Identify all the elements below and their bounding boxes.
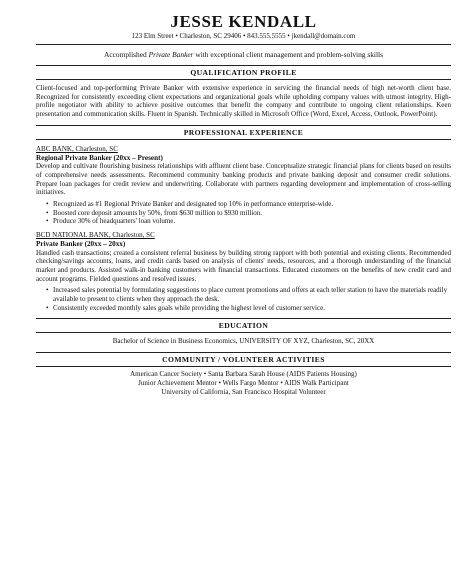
job-description: Handled cash transactions; created a consistent referral business by building strong rapport with both potential and existing clients. Recommended checking/savings accounts, loans, and credit cards based on analysis of clients' needs, resources, and a thorough understanding of the financial market and products. Assisted walk-in banking customers with financial transactions. Educated customers on the benefits of new credit card and account programs. Fielded questions and resolved issues. [36,248,451,283]
achievement-item: • Increased sales potential by formulating suggestions to place current promotions and offers at each teller station to have the materials readily available to present to clients when they approach the desk. [46,286,451,303]
job-achievements [36,286,451,312]
section-heading-experience: PROFESSIONAL EXPERIENCE [36,125,451,140]
job-description: Develop and cultivate flourishing business relationships with affluent client base. Conceptualize strategic financial plans for clients based on results of comprehensive needs assessments. Recommend community banking products and private banking deposit and consumer credit solutions. Prepare loan packages for credit review and underwriting. Collaborate with partners regarding development and implementation of cross-selling initiatives. [36,162,451,197]
header-divider [36,44,451,45]
tagline-pre: Accomplished [104,50,149,59]
achievement-item: • Consistently exceeded monthly sales goals while providing the highest level of customer service. [46,304,451,313]
tagline [36,50,451,59]
education-degree: Bachelor of Science in Business Economics, UNIVERSITY OF XYZ, Charleston, SC, 20XX [112,337,375,346]
achievement-item: • Boosted core deposit amounts by 50%, from $630 million to $930 million. [46,209,451,218]
qualification-text: Client-focused and top-performing Private Banker with extensive experience in servicing the financial needs of high net-worth client base. Recognized for consistently exceeding client expectations and organizational goals while upholding company values with utmost integrity. High-profile negotiator with ability to achieve positive outcomes that benefit the company and contribute to ongoing client relationships. Keen presentation and communication skills. Fluent in Spanish. Technically skilled in Microsoft Office (Word, Excel, Access, Outlook, PowerPoint). [36,84,451,119]
contact-info: 123 Elm Street • Charleston, SC 29406 • 843.555.5555 • jkendall@domain.com [131,32,356,40]
achievement-item: • Produce 30% of headquarters' loan volume. [46,217,451,226]
community-list [36,370,451,396]
community-line: American Cancer Society • Santa Barbara Sarah House (AIDS Patients Housing) [130,370,357,379]
community-line: Junior Achievement Mentor • Wells Fargo Mentor • AIDS Walk Participant [138,378,349,387]
job-title: Private Banker (20xx – 20xx) [36,239,126,248]
candidate-name: JESSE KENDALL [170,12,317,31]
section-heading-education: EDUCATION [36,318,451,333]
job-title: Regional Private Banker (20xx – Present) [36,153,163,162]
community-line: University of California, San Francisco Hospital Volunteer [161,387,326,396]
tagline-post: with exceptional client management and problem-solving skills [193,50,383,59]
tagline-emphasis: Private Banker [148,50,194,59]
job-entry [36,145,451,226]
job-employer: BCD NATIONAL BANK, Charleston, SC [36,231,155,240]
section-heading-qualification: QUALIFICATION PROFILE [36,65,451,80]
achievement-item: • Recognized as #1 Regional Private Banker and designated top 10% in performance enterprise-wide. [46,200,451,209]
job-employer: ABC BANK, Charleston, SC [36,144,118,153]
section-heading-community: COMMUNITY / VOLUNTEER ACTIVITIES [36,352,451,367]
job-entry [36,231,451,312]
job-achievements [36,200,451,226]
